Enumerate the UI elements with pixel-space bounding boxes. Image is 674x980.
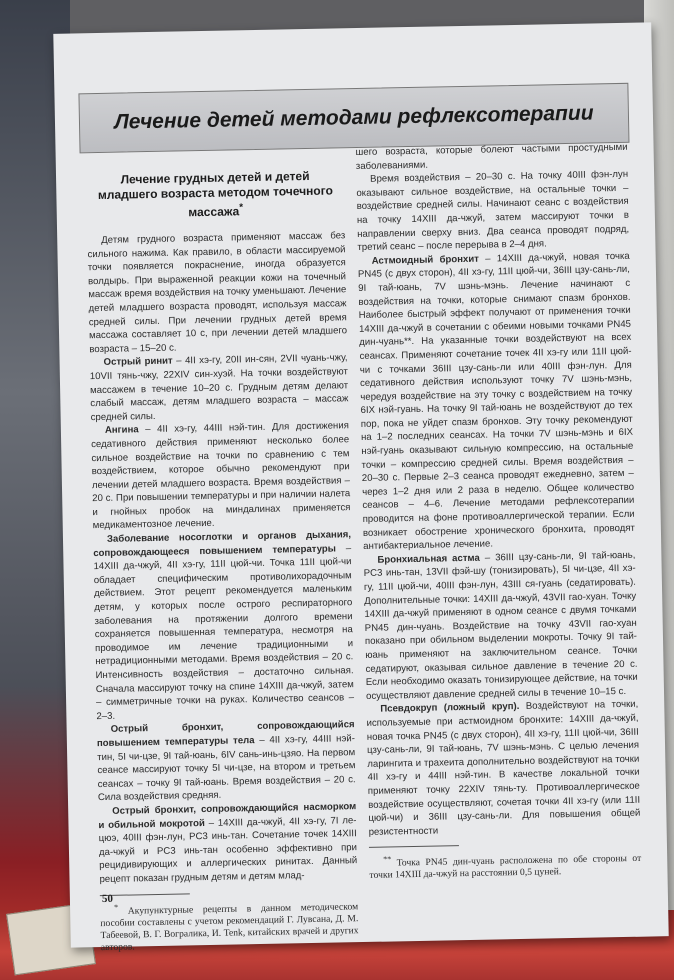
paragraph-lead: Ангина: [104, 424, 139, 437]
paragraph-text: – 14XIII да-чжуй, 4II хэ-гу, 11II цюй-чи. Точка 11II цюй-чи обладает специфическим противолихорадочным действием. Этот рецепт рекомендуется маленьким детям, у которых после острого респираторного заболевания на протяжении долгого времени сохраняется повышенная температура, несмотря на проводимое им лечение традиционными и нетрадиционными методами. Время воздействия – 20 с. Интенсивность воздействия – достаточно сильная. Сначала массируют точку на спине 14XIII да-чжуй, затем – симметричные точки на руках. Количество сеансов – 2–3.: [93, 542, 355, 722]
paragraph-text: – 4II хэ-гу, 44III нэй-тин, 5I чи-цзе, 9I тай-юань, 6IV сань-инь-цзяо. На первом сеансе массируют точку 5I чи-цзе, на втором и третьем сеансах – точку 9I тай-юань. Время воздействия – 20 с. Сила воздействия средняя.: [97, 733, 356, 804]
footnote-rule-right: [369, 845, 459, 848]
paragraph: [97, 719, 357, 806]
left-column: [86, 156, 359, 953]
paragraph-text: шего возраста, которые болеют частыми простудными заболеваниями.: [355, 141, 628, 172]
paragraph-lead: Острый бронхит, сопровождающийся насморком и обильной мокротой: [98, 801, 357, 831]
paragraph: [366, 698, 641, 839]
paragraph: [363, 549, 638, 704]
paragraph-lead: Острый бронхит, сопровождающийся повышением температуры тела: [96, 719, 355, 750]
paragraph: [98, 800, 358, 887]
footnote-right: ** Точка PN45 дин-чуань расположена по обе стороны от точки 14XIII да-чжуй на расстоянии 0,5 цуней.: [369, 853, 642, 882]
page-number: 50: [101, 892, 114, 906]
paragraph: [93, 528, 355, 723]
paragraph-text: – 36III цзу-сань-ли, 9I тай-юань, PC3 инь-тан, 13VII фэй-шу (тонизировать), 5I чи-цзе, 4II хэ-гу, 11II цюй-чи, 40III фэн-лун, 43III ся-гуань (седатировать). Дополнительные точки: 14XIII да-чжуй, 43VII гао-хуан. Точку 14XIII да-чжуй применяют в одном сеансе с двумя точками PN45 дин-чуань. Воздействие на точку 43VII гао-хуан показано при обильном выделении мокроты. Точку 9I тай-юань применяют на заключительном сеансе. Точки седатируют, оказывая сильное давление в течение 20 с. Если необходимо оказать тонизирующее действие, на точки осуществляют давление средней силы в течение 10–15 с.: [363, 549, 638, 702]
footnote: * Акупунктурные рецепты в данном методическом пособии составлены с учетом рекомендаций Г. Лувсана, Д. М. Табеевой, В. Г. Вогралика, И. Tenk, китайских врачей и других авторов.: [100, 900, 359, 953]
paragraph-text: – 4II хэ-гу, 44III нэй-тин. Для достижения седативного действия применяют несколько более сильное воздействие на точки по сравнению с тем воздействием, которое обычно рекомендуют при лечении детей младшего возраста. Время воздействия – 20 с. При повышении температуры и при наличии налета и гнойных пробок на миндалинах применяется медикаментозное лечение.: [91, 420, 351, 532]
paragraph: [89, 352, 348, 425]
paragraph-lead: Астмоидный бронхит: [371, 253, 480, 267]
paragraph-text: Детям грудного возраста применяют массаж без сильного нажима. Как правило, в области массируемой точки появляется покраснение, иногда образуется волдырь. При выраженной реакции кожи на точечный массаж время воздействия на точку уменьшают. Лечение детей младшего возраста проводят, используя массаж средней силы. При лечении грудных детей время массажа составляет 10 с, при лечении детей младшего возраста – 15–20 с.: [87, 230, 348, 355]
paragraph-lead: Бронхиальная астма: [377, 552, 480, 566]
paragraph-text: Время воздействия – 20–30 с. На точку 40III фэн-лун оказывают сильное воздействие, на остальные точки – воздействие средней силы. Начинают сеанс с воздействия на точку 14XIII да-чжуй, затем массируют точки в направлении сверху вниз. Два сеанса проводят подряд, третий сеанс – после перерыва в 2–4 дня.: [356, 169, 630, 254]
paragraph: [87, 229, 347, 356]
footnote-ref: *: [239, 202, 244, 214]
paragraph-text: – 14XIII да-чжуй, новая точка PN45 (с двух сторон), 4II хэ-гу, 11II цюй-чи, 36III цзу-сань-ли, 9I тай-юань, 7V шэнь-мэнь. Лечение начинают с воздействия на точки, которые снимают спазм бронхов. Наиболее быстрый эффект получают от применения точки 14XIII да-чжуй в сочетании с обеими новыми точками PN45 дин-чуань**. На указанные точки воздействуют на всех сеансах. Применяют сочетание точек 4II хэ-гу или 11II цюй-чи с точками 36III цзу-сань-ли или 40III фэн-лун. Для седативного действия используют точку 7V шэнь-мэнь, чередуя воздействие на эту точку с воздействием на точку 6IX нэй-гуань. На точку 9I тай-юань не воздействуют до тех пор, пока не уйдет спазм бронхов. Эту точку рекомендуют на 1–2 последних сеансах. На точки 7V шэнь-мэнь и 6IX нэй-гуань оказывают сильную компрессию, на остальные точки – компрессию средней силы. Время воздействия – 20–30 с. Первые 2–3 сеанса проводят ежедневно, затем – через 1–2 дня или 2 раза в неделю. Общее количество сеансов – 4–6. Лечение методами рефлексотерапии проводится на фоне противоаллергической терапии. Если возникает обострение хронического бронхита, проводят антибактериальное лечение.: [357, 250, 635, 553]
paragraph-lead: Заболевание носоглотки и органов дыхания, сопровождающееся повышением температуры: [93, 529, 352, 559]
right-paragraphs: [355, 141, 640, 839]
paragraph: [91, 420, 351, 534]
paragraph: [356, 168, 630, 255]
book-page: [53, 22, 668, 953]
paragraph: [358, 250, 636, 554]
section-title: Лечение грудных детей и детей младшего возраста методом точечного массажа*: [97, 168, 333, 220]
footnote-rule: [100, 893, 190, 896]
right-column: [355, 141, 641, 883]
paragraph-text: Воздействуют на точки, используемые при астмоидном бронхите: 14XIII да-чжуй, новая точка PN45 (с двух сторон), 4II хэ-гу, 11II цюй-чи, 36III цзу-сань-ли, 9I тай-юань, 7V шэнь-мэнь. С целью лечения ларингита и трахеита дополнительно воздействуют на точки 4II хэ-гу и 44III нэй-тин. В качестве локальной точки применяют точку 22XIV тянь-ту. Противоаллергическое воздействие осуществляют, сочетая точки 4II хэ-гу (или 11II цюй-чи) и 36III цзу-сань-ли. Для повышения общей резистентности: [366, 699, 641, 838]
paragraph-text: – 4II хэ-гу, 20II ин-сян, 2VII чуань-чжу, 10VII тянь-чжу, 22XIV син-хуэй. На точки воздействуют массажем в течение 10–20 с. Грудным детям делают слабый массаж, детям младшего возраста – массаж средней силы.: [89, 352, 349, 423]
paragraph-lead: Псевдокруп (ложный круп).: [380, 701, 520, 716]
chapter-title: Лечение детей методами рефлексотерапии: [114, 101, 594, 134]
paragraph-lead: Острый ринит: [103, 355, 173, 369]
left-paragraphs: [87, 229, 357, 886]
paragraph-text: – 14XIII да-чжуй, 4II хэ-гу, 7I ле-цюэ, 40III фэн-лун, PC3 инь-тан. Сочетание точек 14XIII да-чжуй и PC3 инь-тан особенно эффективно при рецидивирующих и аллергических ринитах. Данный рецепт показан грудным детям и детям млад-: [98, 814, 358, 885]
